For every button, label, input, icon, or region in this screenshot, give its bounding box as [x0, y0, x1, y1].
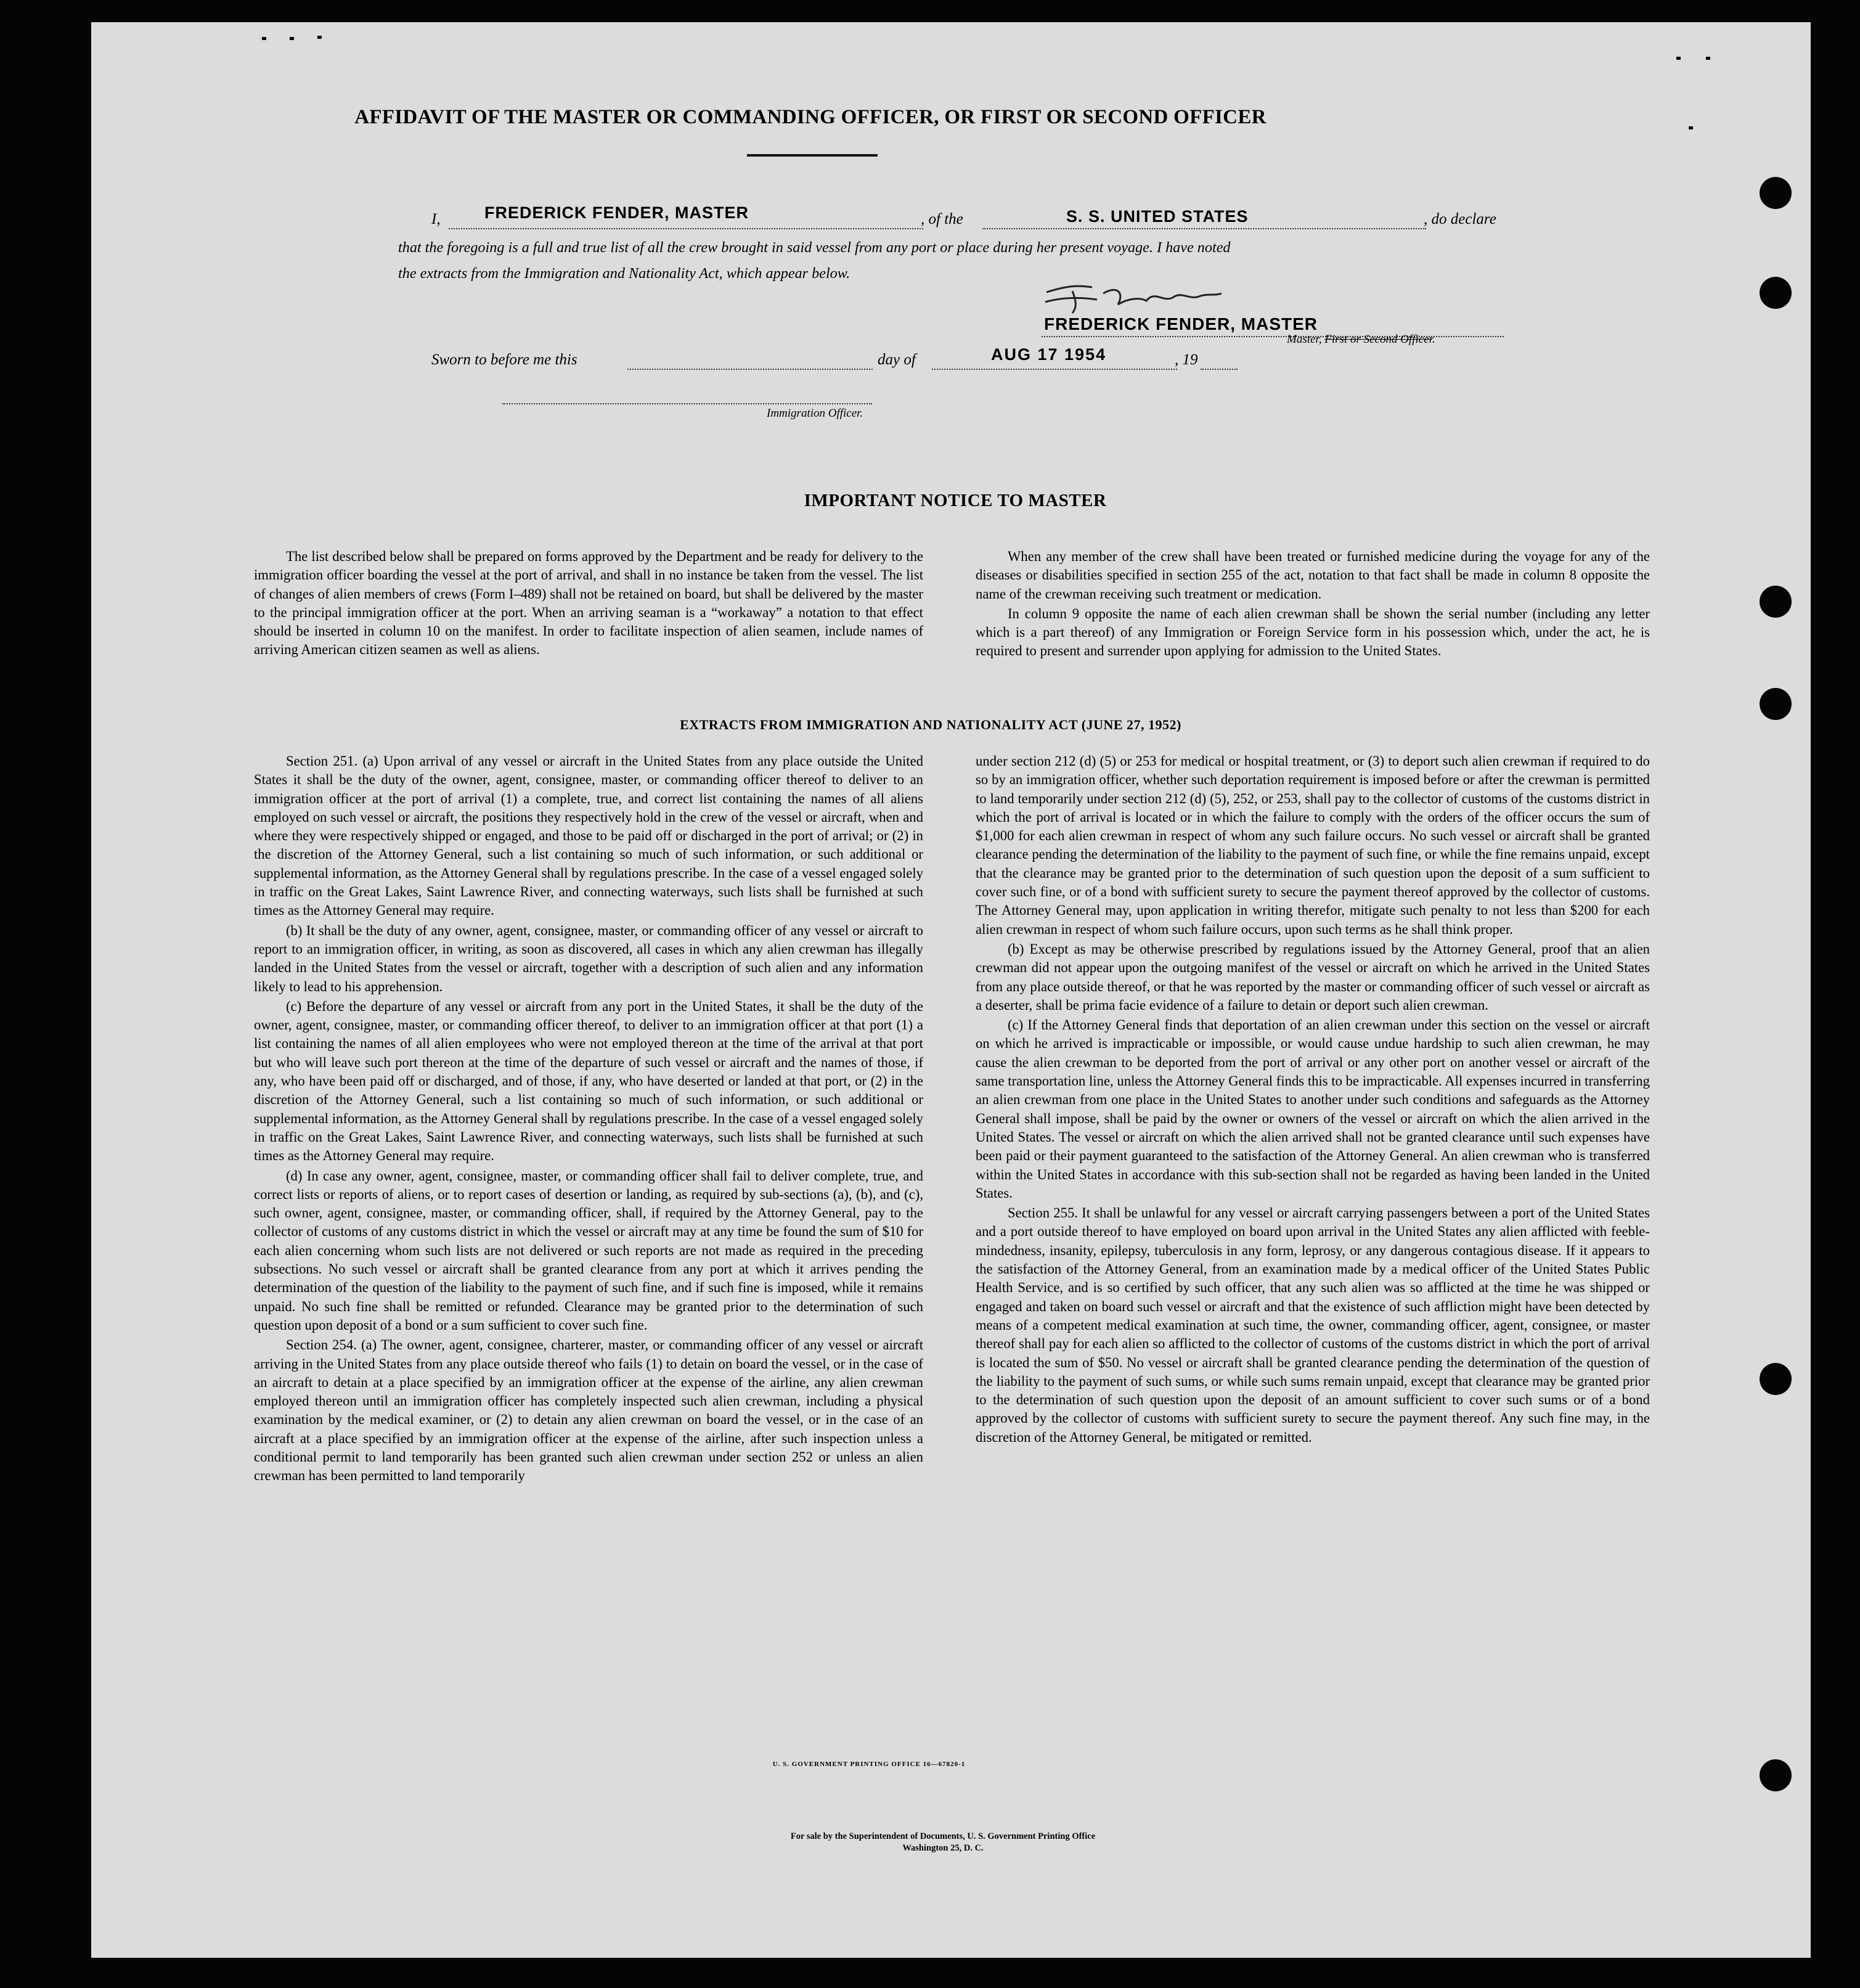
section-254-a: Section 254. (a) The owner, agent, consignee, charterer, master, or commanding officer of any vessel or aircraft arriving in the United States from any place outside thereof who fails (1) to detain on board the vessel, or in the case of an aircraft to detain at a place specified by an immigration officer at the expense of the airline, any alien crewman employed thereon until an immigration officer has completely inspected such alien crewman, including a physical examination by the medical examiner, or (2) to detain any alien crewman on board the vessel, or in the case of an aircraft at a place specified by an immigration officer at the expense of the airline, after such inspection unless a conditional permit to land temporarily has been granted such alien crewman under section 252 or unless an alien crewman has been permitted to land temporarily: [254, 1337, 923, 1484]
scan-speck: [317, 36, 322, 39]
title-divider: [747, 154, 878, 157]
section-251-c: (c) Before the departure of any vessel or aircraft from any port in the United States, it shall be the duty of the owner, agent, consignee, master, or commanding officer thereof, to deliver to an immigration officer at that port (1) a list containing the names of all alien employees who were not employed thereon at the time of the arrival at that port but who will leave such port thereon at the time of the departure of such vessel or aircraft and the names of those, if any, who have been paid off or discharged, and of those, if any, who have deserted or landed at that port, or (2) in the discretion of the Attorney General, such a list containing so much of such information, or such additional or supplemental information, as the Attorney General shall by regulations prescribe. In the case of a vessel engaged solely in traffic on the Great Lakes, Saint Lawrence River, and connecting waterways, such lists shall be furnished at such times as the Attorney General may require.: [254, 998, 923, 1164]
section-251-a: Section 251. (a) Upon arrival of any vessel or aircraft in the United States from any place outside the United States it shall be the duty of the owner, agent, consignee, master, or commanding officer thereof to deliver to an immigration officer at the port of arrival (1) a complete, true, and correct list containing the names of all aliens employed on such vessel or aircraft, the positions they respectively hold in the crew of the vessel or aircraft, when and where they were respectively shipped or engaged, and those to be paid off or discharged in the port of arrival; or (2) in the discretion of the Attorney General, such a list containing so much of such information, or such additional or supplemental information, as the Attorney General shall by regulations prescribe. In the case of a vessel engaged solely in traffic on the Great Lakes, Saint Lawrence River, and connecting waterways, such lists shall be furnished at such times as the Attorney General may require.: [254, 753, 923, 918]
scan-speck: [1706, 57, 1710, 60]
extracts-left-column: [254, 752, 923, 1486]
sale-line-2: Washington 25, D. C.: [902, 1843, 984, 1853]
sworn-label: Sworn to before me this: [431, 351, 577, 368]
sale-notice: [616, 1831, 1270, 1854]
binder-hole: [1760, 688, 1792, 720]
caption-period: .: [1432, 333, 1435, 346]
notice-left-column: [254, 547, 923, 660]
notice-right-column: [976, 547, 1650, 661]
sworn-year-line: [1201, 369, 1238, 370]
officer-caption: Immigration Officer.: [767, 407, 863, 420]
section-254-c: (c) If the Attorney General finds that deportation of an alien crewman under this section on the vessel or aircraft on which he arrived is impracticable or impossible, or would cause undue hardship to such alien crewman, he may cause the alien crewman to be deported from the port of arrival or any other port on another vessel or aircraft of the same transportation line, unless the Attorney General finds this to be impracticable. All expenses incurred in transferring an alien crewman from one place in the United States to another under such conditions and safeguards as the Attorney General shall impose, shall be paid by the owner or owners of the vessel or aircraft on which the alien arrived in the United States. The vessel or aircraft on which the alien arrived shall not be granted clearance until such expenses have been paid or their payment guaranteed to the satisfaction of the Attorney General. An alien crewman who is transferred within the United States in accordance with this sub-section shall not be regarded as having been landed in the United States.: [976, 1017, 1650, 1201]
binder-hole: [1760, 1759, 1792, 1791]
extracts-title: EXTRACTS FROM IMMIGRATION AND NATIONALITY ACT (JUNE 27, 1952): [680, 717, 1181, 732]
signature-icon: [1042, 279, 1226, 316]
section-255: Section 255. It shall be unlawful for any vessel or aircraft carrying passengers between a port of the United States and a port outside thereof to have employed on board upon arrival in the United States any alien afflicted with feeble-mindedness, insanity, epilepsy, tuberculosis in any form, leprosy, or any dangerous contagious disease. If it appears to the satisfaction of the Attorney General, from an examination made by a medical officer of the United States Public Health Service, and is so certified by such officer, that any such alien was so afflicted at the time he was shipped or engaged and taken on board such vessel or aircraft and that the existence of such affliction might have been detected by means of a competent medical examination at such time, the owner, commanding officer, agent, consignee, or master thereof shall pay for each alien so afflicted to the collector of customs of the customs district in which the port of arrival is located the sum of $50. No vessel or aircraft shall be granted clearance pending the determination of the question of the liability to the payment of such sums, or while such sums remain unpaid, except that clearance may be granted prior to the determination of such question upon the deposit of an amount sufficient to cover such sums or of a bond approved by the collector of customs with sufficient surety to secure the payment thereof. Any such fine may, in the discretion of the Attorney General, be mitigated or remitted.: [976, 1205, 1650, 1445]
section-251-b: (b) It shall be the duty of any owner, agent, consignee, master, or commanding officer of any vessel or aircraft to report to an immigration officer, in writing, as soon as discovered, all cases in which any alien crewman has illegally landed in the United States from the vessel or aircraft, together with a description of such alien and any information likely to lead to his apprehension.: [254, 922, 923, 994]
binder-hole: [1760, 177, 1792, 209]
master-name-line: [449, 228, 923, 229]
do-declare-label: , do declare: [1424, 211, 1496, 227]
signature-typed-name: FREDERICK FENDER, MASTER: [1044, 314, 1318, 333]
officer-signature-line: [502, 403, 872, 404]
i-label: I,: [431, 211, 441, 227]
binder-hole: [1760, 586, 1792, 618]
scan-speck: [1676, 57, 1681, 60]
vessel-name-value: S. S. UNITED STATES: [1066, 207, 1249, 226]
vessel-name-line: [982, 228, 1426, 229]
year-label: , 19: [1175, 351, 1198, 368]
scan-speck: [262, 37, 266, 40]
binder-hole: [1760, 1363, 1792, 1395]
affidavit-statement-1: that the foregoing is a full and true list of all the crew brought in said vessel from any port or place during her present voyage. I have noted: [398, 239, 1231, 256]
notice-right-paragraph-2: In column 9 opposite the name of each alien crewman shall be shown the serial number (including any letter which is a part thereof) of any Immigration or Foreign Service form in his possession which, under the act, he is required to present and surrender upon applying for admission to the United States.: [976, 605, 1650, 659]
notice-left-paragraph: The list described below shall be prepared on forms approved by the Department and be ready for delivery to the immigration officer boarding the vessel at the port of arrival, and shall in no instance be taken from the vessel. The list of changes of alien members of crews (Form I–489) shall not be retained on board, but shall be delivered by the master to the principal immigration officer at the port. When an arriving seaman is a “workaway” a notation to that effect should be inserted in column 10 on the manifest. In order to facilitate inspection of alien seamen, include names of arriving American citizen seamen as well as aliens.: [254, 549, 923, 658]
master-name-value: FREDERICK FENDER, MASTER: [484, 203, 749, 222]
notice-right-paragraph-1: When any member of the crew shall have been treated or furnished medicine during the voyage for any of the diseases or disabilities specified in section 255 of the act, notation to that fact shall be made in column 8 opposite the name of the crewman receiving such treatment or medication.: [976, 549, 1650, 602]
section-254-b: (b) Except as may be otherwise prescribed by regulations issued by the Attorney General, proof that an alien crewman did not appear upon the outgoing manifest of the vessel or aircraft on which he arrived in the United States from any place outside thereof, or that he was reported by the master or commanding officer of such vessel or aircraft as a deserter, shall be prima facie evidence of a failure to detain or deport such alien crewman.: [976, 941, 1650, 1013]
caption-master: Master,: [1287, 333, 1322, 346]
caption-struck-officer: First or Second Officer: [1324, 333, 1432, 346]
scan-speck: [290, 37, 294, 40]
scan-speck: [1689, 126, 1693, 129]
affidavit-statement-2: the extracts from the Immigration and Nationality Act, which appear below.: [398, 265, 850, 282]
day-of-label: day of: [878, 351, 916, 368]
affidavit-title: AFFIDAVIT OF THE MASTER OR COMMANDING OFFICER, OR FIRST OR SECOND OFFICER: [354, 106, 1267, 128]
extracts-right-column: [976, 752, 1650, 1447]
section-251-d: (d) In case any owner, agent, consignee, master, or commanding officer shall fail to deliver complete, true, and correct lists or reports of aliens, or to report cases of desertion or landing, as required by sub-sections (a), (b), and (c), such owner, agent, consignee, master, or commanding officer, shall, if required by the Attorney General, pay to the collector of customs of any customs district in which the vessel or aircraft may at any time be found the sum of $10 for each alien concerning whom such lists are not delivered or such reports are not made as required in the preceding subsections. No such vessel or aircraft shall be granted clearance from any port at which it arrives pending the determination of the question of the liability to the payment of such fine, and if such fine is imposed, while it remains unpaid. No such fine shall be remitted or refunded. Clearance may be granted prior to the determination of such question upon deposit of a bond or a sum sufficient to cover such fine.: [254, 1168, 923, 1333]
sworn-date-stamp: AUG 17 1954: [991, 345, 1107, 364]
signature-caption: [1287, 333, 1435, 346]
sworn-day-line: [627, 369, 873, 370]
sale-line-1: For sale by the Superintendent of Documents, U. S. Government Printing Office: [790, 1831, 1096, 1841]
binder-hole: [1760, 277, 1792, 309]
sworn-month-line: [932, 369, 1177, 370]
gpo-imprint: U. S. GOVERNMENT PRINTING OFFICE 16—67820-1: [772, 1761, 966, 1768]
section-254-a-continued: under section 212 (d) (5) or 253 for medical or hospital treatment, or (3) to deport such alien crewman if required to do so by an immigration officer, whether such deportation requirement is imposed before or after the crewman is permitted to land temporarily under section 212 (d) (5), 252, or 253, shall pay to the collector of customs of the customs district in which the port of arrival is located or in which the failure to comply with the orders of the officer occurs the sum of $1,000 for each alien crewman in respect of whom any such failure occurs. No such vessel or aircraft shall be granted clearance pending the determination of the liability to the payment of such fine, or while the fine remains unpaid, except that the clearance may be granted prior to the determination of such question upon the deposit of a sum sufficient to cover such fine, or of a bond with sufficient surety to secure the payment thereof approved by the collector of customs. The Attorney General may, upon application in writing therefor, mitigate such penalty to not less than $200 for each alien crewman in respect of whom such failure occurs, upon such terms as he shall think proper.: [976, 753, 1650, 937]
of-the-label: , of the: [921, 211, 963, 227]
notice-title: IMPORTANT NOTICE TO MASTER: [804, 491, 1107, 510]
